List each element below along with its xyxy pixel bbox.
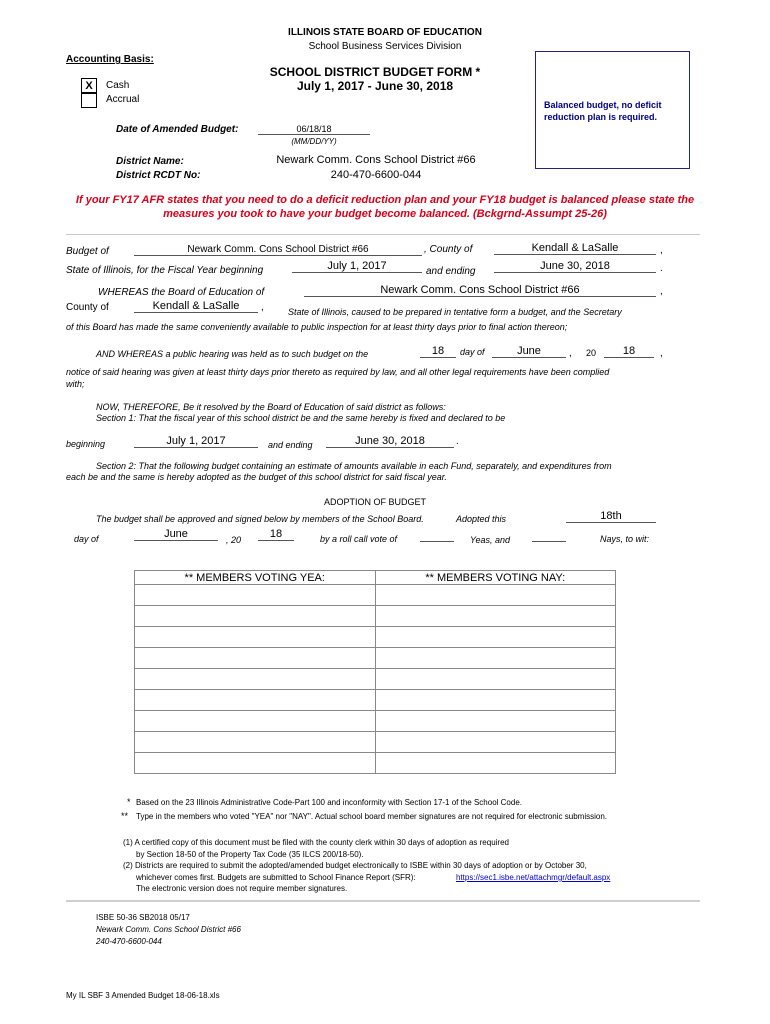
adoption-heading: ADOPTION OF BUDGET <box>323 497 426 507</box>
yea-member-cell[interactable] <box>135 732 376 753</box>
note2-line2: whichever comes first. Budgets are submitted to School Finance Report (SFR): <box>136 873 416 882</box>
fiscal-year-end[interactable]: June 30, 2018 <box>494 260 656 273</box>
note2-line3: The electronic version does not require member signatures. <box>136 884 348 893</box>
hearing-month[interactable]: June <box>492 345 566 358</box>
balanced-budget-note: Balanced budget, no deficit reduction plan is required. <box>544 100 662 122</box>
table-row <box>135 585 616 606</box>
section2-line2: each be and the same is hereby adopted as the budget of this school district for said fiscal year. <box>66 472 447 482</box>
district-rcdt-value[interactable]: 240-470-6600-044 <box>330 169 422 181</box>
yea-member-cell[interactable] <box>135 669 376 690</box>
footer-rcdt: 240-470-6600-044 <box>96 937 162 946</box>
members-voting-table <box>134 570 616 774</box>
approved-signed-text: The budget shall be approved and signed below by members of the School Board. <box>96 514 424 524</box>
yea-member-cell[interactable] <box>135 627 376 648</box>
form-title: SCHOOL DISTRICT BUDGET FORM * <box>269 65 481 79</box>
yea-member-cell[interactable] <box>135 648 376 669</box>
roll-call-label: by a roll call vote of <box>320 534 398 544</box>
form-id: ISBE 50-36 SB2018 05/17 <box>96 913 190 922</box>
whereas-comma: , <box>660 286 663 297</box>
date-format-hint: (MM/DD/YY) <box>291 137 337 146</box>
footnote-star-mark: * <box>127 797 131 807</box>
note1-line1: (1) A certified copy of this document must be filed with the county clerk within 30 days of adoption as required <box>123 838 509 847</box>
nay-member-cell[interactable] <box>375 753 616 774</box>
district-rcdt-label: District RCDT No: <box>116 170 201 181</box>
sfr-link[interactable]: https://sec1.isbe.net/attachmgr/default.aspx <box>456 873 611 882</box>
nays-to-wit-label: Nays, to wit: <box>600 534 650 544</box>
adopted-year[interactable]: 18 <box>258 528 294 541</box>
budget-of-label: Budget of <box>66 246 109 257</box>
county-value-2[interactable]: Kendall & LaSalle <box>134 300 258 313</box>
table-row <box>135 690 616 711</box>
nay-member-cell[interactable] <box>375 732 616 753</box>
footer-divider <box>66 900 700 902</box>
county-comma-2: , <box>261 302 264 313</box>
note2-line1: (2) Districts are required to submit the adopted/amended budget electronically to ISBE within 30 days of adoption or by October 30, <box>123 861 587 870</box>
amended-date-label: Date of Amended Budget: <box>116 124 239 135</box>
table-row <box>135 627 616 648</box>
hearing-day-of: day of <box>460 347 485 357</box>
hearing-century: 20 <box>586 348 597 358</box>
nay-member-cell[interactable] <box>375 648 616 669</box>
footnote-dstar-text: Type in the members who voted "YEA" nor "NAY". Actual school board member signatures are not required for electronic submission. <box>136 812 607 821</box>
file-name: My IL SBF 3 Amended Budget 18-06-18.xls <box>66 991 220 1000</box>
county-of-label: , County of <box>424 244 473 255</box>
division-title: School Business Services Division <box>308 41 462 52</box>
cash-label: Cash <box>106 80 130 91</box>
county-value[interactable]: Kendall & LaSalle <box>494 242 656 255</box>
now-therefore-text: NOW, THEREFORE, Be it resolved by the Board of Education of said district as follows: <box>96 402 446 412</box>
whereas-district[interactable]: Newark Comm. Cons School District #66 <box>304 284 656 297</box>
yea-member-cell[interactable] <box>135 606 376 627</box>
hearing-comma: , <box>569 348 572 359</box>
section-divider <box>66 234 700 235</box>
nay-member-cell[interactable] <box>375 690 616 711</box>
fiscal-year-period: . <box>660 263 663 274</box>
hearing-text: AND WHEREAS a public hearing was held as to such budget on the <box>96 349 369 359</box>
nay-column-header: ** MEMBERS VOTING NAY: <box>375 571 616 585</box>
accrual-checkbox[interactable] <box>81 92 97 108</box>
adopted-day[interactable]: 18th <box>566 510 656 523</box>
district-name-label: District Name: <box>116 156 184 167</box>
yea-member-cell[interactable] <box>135 690 376 711</box>
cash-checkbox[interactable]: X <box>81 78 97 94</box>
section1-period: . <box>456 436 459 447</box>
section1-end[interactable]: June 30, 2018 <box>326 435 454 448</box>
accounting-basis-label: Accounting Basis: <box>66 54 154 65</box>
district-name-value[interactable]: Newark Comm. Cons School District #66 <box>276 154 476 166</box>
notice-line2: with; <box>66 379 85 389</box>
yea-member-cell[interactable] <box>135 753 376 774</box>
caused-prepared-text: State of Illinois, caused to be prepared in tentative form a budget, and the Secretary <box>288 307 622 317</box>
footnote-dstar-mark: ** <box>121 811 129 821</box>
agency-title: ILLINOIS STATE BOARD OF EDUCATION <box>288 27 482 38</box>
deficit-instructions-line2: measures you took to have your budget become balanced. (Bckgrnd-Assumpt 25-26) <box>163 208 607 220</box>
table-row <box>135 732 616 753</box>
fiscal-period: July 1, 2017 - June 30, 2018 <box>296 79 454 93</box>
table-row <box>135 711 616 732</box>
hearing-year[interactable]: 18 <box>604 345 654 358</box>
day-of-label: day of <box>74 534 99 544</box>
yeas-count[interactable] <box>420 530 454 542</box>
beginning-label: beginning <box>66 439 106 449</box>
available-inspection-text: of this Board has made the same conveniently available to public inspection for at least thirty days prior to final action thereon; <box>66 322 568 332</box>
nay-member-cell[interactable] <box>375 669 616 690</box>
adopted-century: , 20 <box>226 535 242 545</box>
nay-member-cell[interactable] <box>375 585 616 606</box>
budget-of-district[interactable]: Newark Comm. Cons School District #66 <box>134 244 422 256</box>
hearing-comma-2: , <box>660 348 663 359</box>
county-comma: , <box>660 245 663 256</box>
accrual-label: Accrual <box>106 94 140 105</box>
deficit-instructions-line1: If your FY17 AFR states that you need to do a deficit reduction plan and your FY18 budget is balanced please state the <box>75 194 695 206</box>
section1-and-ending: and ending <box>268 440 313 450</box>
table-row <box>135 606 616 627</box>
table-row <box>135 753 616 774</box>
adopted-this-label: Adopted this <box>456 514 507 524</box>
notice-line1: notice of said hearing was given at least thirty days prior thereto as required by law, and all other legal requirements have been complied <box>66 367 610 377</box>
note1-line2: by Section 18-50 of the Property Tax Code (35 ILCS 200/18-50). <box>136 850 364 859</box>
and-ending-label: and ending <box>426 266 476 277</box>
nay-member-cell[interactable] <box>375 711 616 732</box>
nay-member-cell[interactable] <box>375 627 616 648</box>
yea-member-cell[interactable] <box>135 585 376 606</box>
amended-date-value[interactable]: 06/18/18 <box>258 124 370 135</box>
nays-count[interactable] <box>532 530 566 542</box>
section1-begin[interactable]: July 1, 2017 <box>134 435 258 448</box>
fiscal-year-begin[interactable]: July 1, 2017 <box>292 260 422 273</box>
section1-text: Section 1: That the fiscal year of this school district be and the same hereby is fixed and declared to be <box>96 413 506 423</box>
nay-member-cell[interactable] <box>375 606 616 627</box>
hearing-day[interactable]: 18 <box>420 345 456 358</box>
yea-column-header: ** MEMBERS VOTING YEA: <box>135 571 376 585</box>
table-row <box>135 669 616 690</box>
balanced-budget-box <box>535 51 690 169</box>
adopted-month[interactable]: June <box>134 528 218 541</box>
county-of-label-2: County of <box>66 302 109 313</box>
whereas-label: WHEREAS the Board of Education of <box>98 287 265 298</box>
footer-district-name: Newark Comm. Cons School District #66 <box>96 925 241 934</box>
footnote-star-text: Based on the 23 Illinois Administrative Code-Part 100 and inconformity with Section 17-1 of the School Code. <box>136 798 522 807</box>
table-row <box>135 648 616 669</box>
fiscal-year-label: State of Illinois, for the Fiscal Year beginning <box>66 265 264 276</box>
yea-member-cell[interactable] <box>135 711 376 732</box>
yeas-and-label: Yeas, and <box>470 535 511 545</box>
section2-line1: Section 2: That the following budget containing an estimate of amounts available in each Fund, separately, and expenditures from <box>96 461 612 471</box>
